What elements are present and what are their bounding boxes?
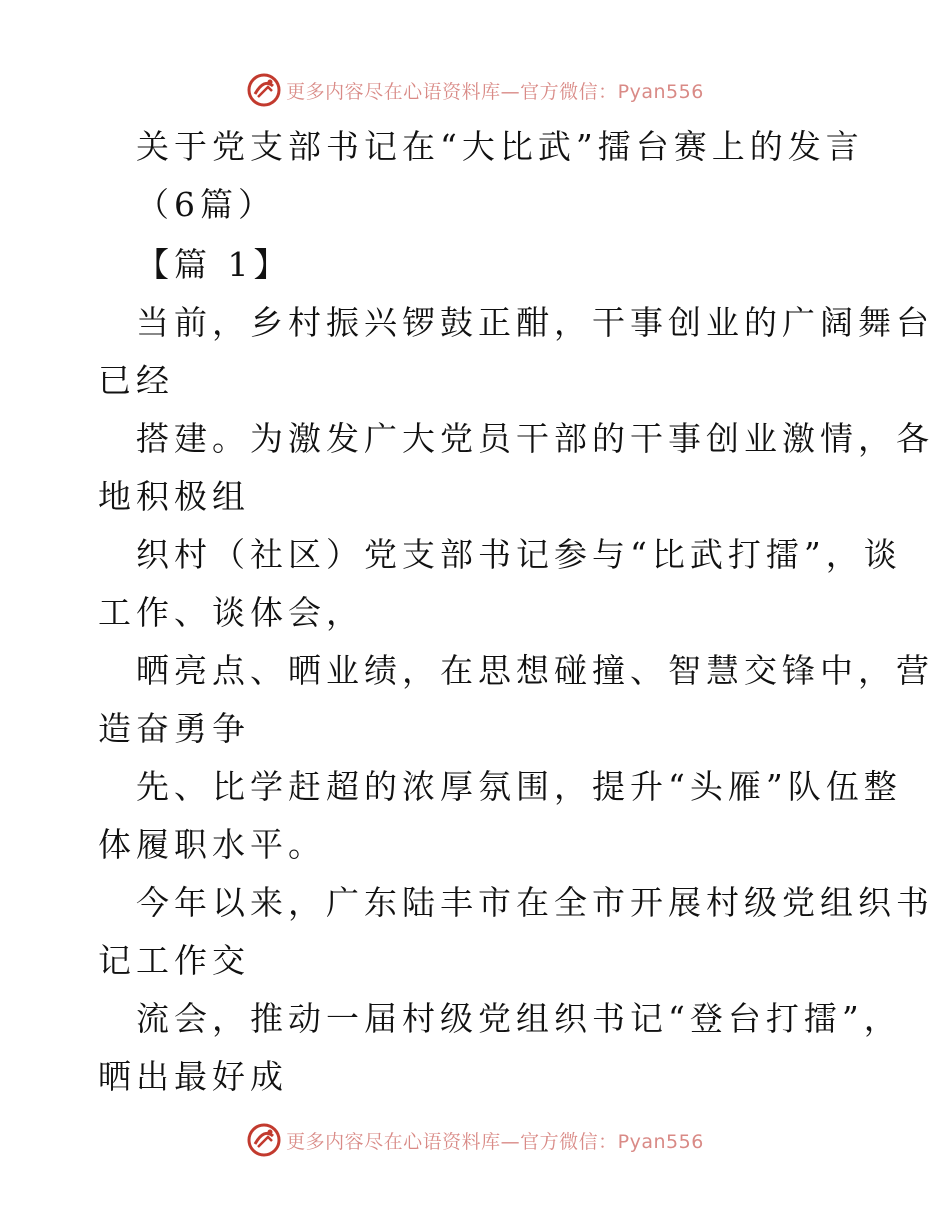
body-line: 织村（社区）党支部书记参与“比武打擂”，谈 (136, 535, 902, 574)
document-title: 关于党支部书记在“大比武”擂台赛上的发言 (136, 127, 864, 166)
header-watermark (0, 70, 950, 110)
body-line: 晒出最好成 (98, 1057, 288, 1096)
body-line: 流会，推动一届村级党组织书记“登台打擂”， (136, 999, 902, 1038)
document-title-count: （6篇） (136, 185, 276, 224)
body-line: 已经 (98, 361, 174, 400)
section-heading: 【篇 1】 (136, 245, 292, 284)
seal-logo-icon (246, 1122, 282, 1158)
body-line: 今年以来，广东陆丰市在全市开展村级党组织书 (136, 883, 934, 922)
body-line: 晒亮点、晒业绩，在思想碰撞、智慧交锋中，营 (136, 651, 934, 690)
body-line: 当前，乡村振兴锣鼓正酣，干事创业的广阔舞台 (136, 303, 934, 342)
body-line: 地积极组 (98, 477, 250, 516)
footer-watermark (0, 1120, 950, 1160)
body-line: 工作、谈体会， (98, 593, 364, 632)
seal-logo-icon (246, 72, 282, 108)
body-line: 先、比学赶超的浓厚氛围，提升“头雁”队伍整 (136, 767, 902, 806)
body-line: 体履职水平。 (98, 825, 326, 864)
body-line: 记工作交 (98, 941, 250, 980)
body-line: 造奋勇争 (98, 709, 250, 748)
body-line: 搭建。为激发广大党员干部的干事创业激情，各 (136, 419, 934, 458)
watermark-text: 更多内容尽在心语资料库—官方微信：Pyan556 (286, 80, 704, 103)
watermark-text: 更多内容尽在心语资料库—官方微信：Pyan556 (286, 1130, 704, 1153)
